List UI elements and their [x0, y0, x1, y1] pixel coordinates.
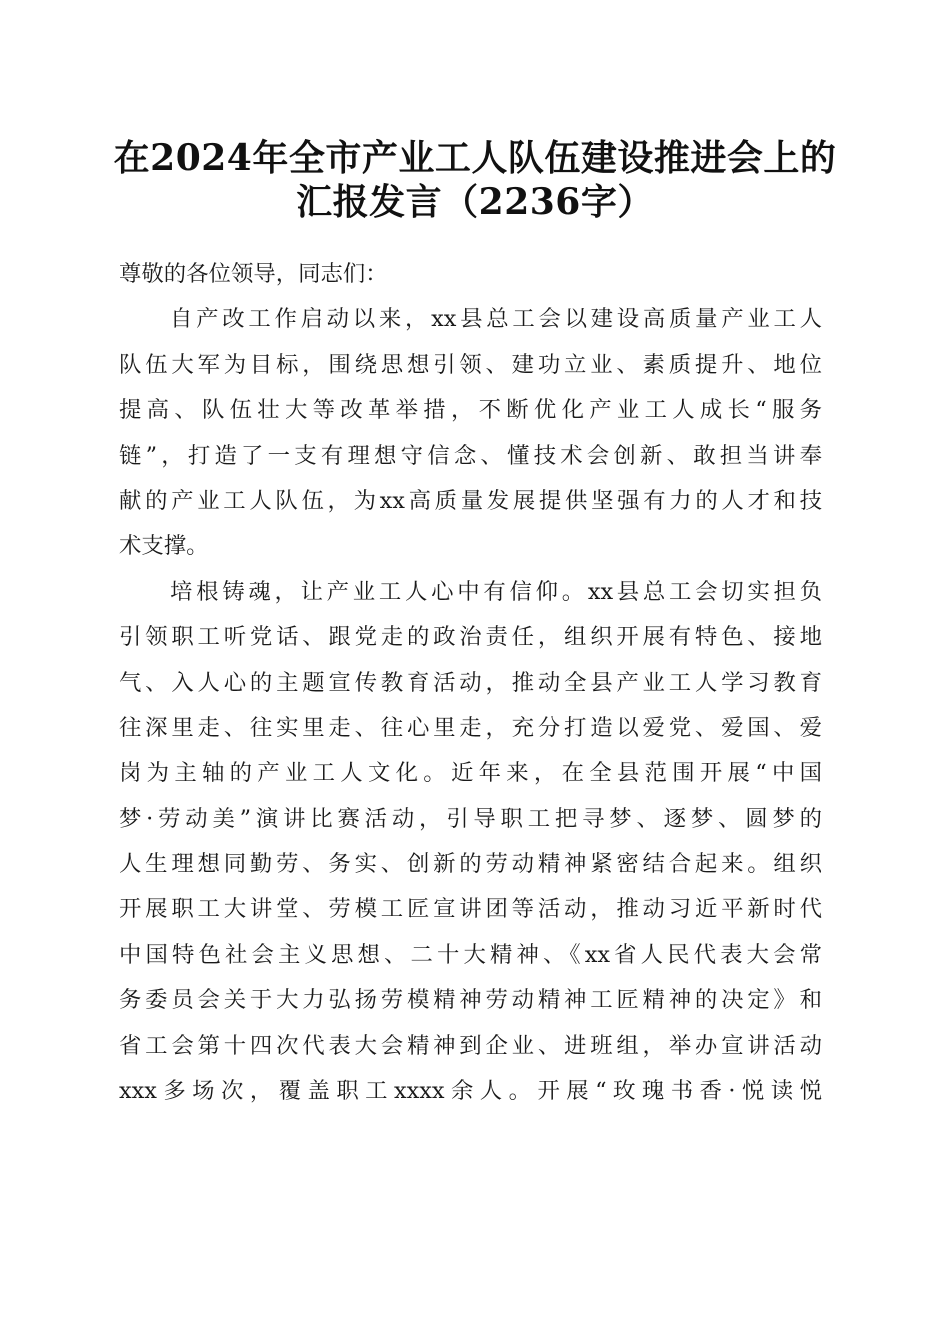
- paragraph-1: [119, 297, 822, 569]
- text-line: 人生理想同勤劳、务实、创新的劳动精神紧密结合起来。组织: [119, 851, 822, 878]
- text-line: 链”，打造了一支有理想守信念、懂技术会创新、敢担当讲奉: [119, 442, 822, 469]
- paragraph-2: [119, 570, 822, 1115]
- text-line: 自产改工作启动以来，xx县总工会以建设高质量产业工人: [170, 306, 822, 333]
- text-line: 岗为主轴的产业工人文化。近年来，在全县范围开展“中国: [119, 760, 822, 787]
- salutation: 尊敬的各位领导，同志们：: [119, 261, 388, 287]
- text-line: 中国特色社会主义思想、二十大精神、《xx省人民代表大会常: [119, 941, 822, 968]
- title-line-1: 在2024年全市产业工人队伍建设推进会上的: [113, 137, 837, 179]
- text-line: 往深里走、往实里走、往心里走，充分打造以爱党、爱国、爱: [119, 714, 822, 741]
- text-line: 献的产业工人队伍，为xx高质量发展提供坚强有力的人才和技: [119, 487, 822, 514]
- title-line-2: 汇报发言（2236字）: [296, 181, 654, 223]
- text-line: 务委员会关于大力弘扬劳模精神劳动精神工匠精神的决定》和: [119, 987, 822, 1014]
- text-line: 队伍大军为目标，围绕思想引领、建功立业、素质提升、地位: [119, 351, 822, 378]
- document-title: [80, 136, 870, 224]
- text-line: 引领职工听党话、跟党走的政治责任，组织开展有特色、接地: [119, 624, 822, 651]
- text-line: 梦·劳动美”演讲比赛活动，引导职工把寻梦、逐梦、圆梦的: [119, 805, 822, 832]
- text-line: 气、入人心的主题宣传教育活动，推动全县产业工人学习教育: [119, 669, 822, 696]
- text-line: 术支撑。: [119, 533, 209, 560]
- text-line: 提高、队伍壮大等改革举措，不断优化产业工人成长“服务: [119, 397, 822, 424]
- text-line: 培根铸魂，让产业工人心中有信仰。xx县总工会切实担负: [170, 578, 822, 605]
- text-line: 省工会第十四次代表大会精神到企业、进班组，举办宣讲活动: [119, 1032, 822, 1059]
- text-line: xxx多场次，覆盖职工xxxx余人。开展“玫瑰书香·悦读悦: [119, 1078, 822, 1105]
- text-line: 开展职工大讲堂、劳模工匠宣讲团等活动，推动习近平新时代: [119, 896, 822, 923]
- document-body: [119, 252, 822, 1114]
